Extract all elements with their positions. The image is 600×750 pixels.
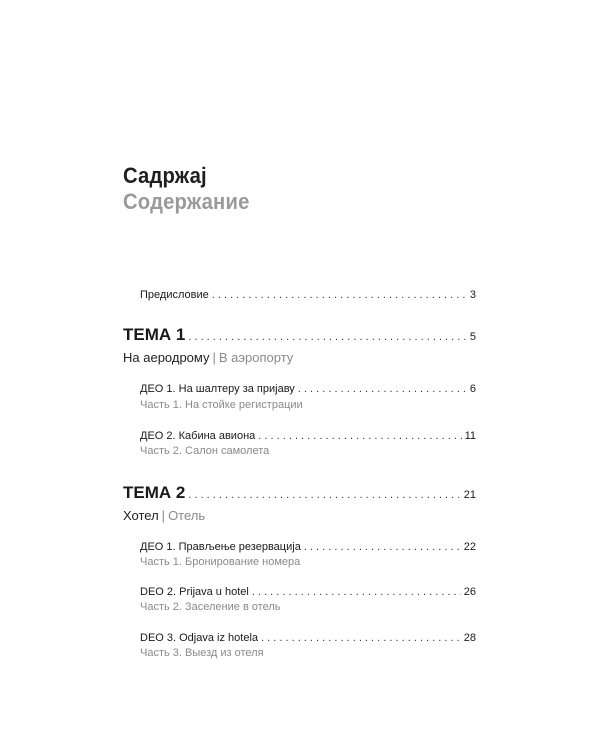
entry-label: DEO 2. Prijava u hotel xyxy=(140,586,249,598)
separator: | xyxy=(161,508,166,523)
theme-subtitle-sr: На аеродрому xyxy=(123,350,210,365)
entry-label: ДЕО 1. Прављење резервација xyxy=(140,541,301,553)
page-number: 11 xyxy=(464,430,476,442)
theme-label: ТЕМА 1 xyxy=(123,325,186,344)
entry-label: ДЕО 2. Кабина авиона xyxy=(140,430,256,442)
part-subtitle-ru: Часть 3. Выезд из отеля xyxy=(140,647,264,659)
page-number: 28 xyxy=(463,632,476,644)
page-number: 21 xyxy=(463,489,476,501)
leader-dots xyxy=(188,489,460,501)
page-number: 3 xyxy=(469,289,476,301)
leader-dots xyxy=(252,586,461,598)
entry-label: Предисловие xyxy=(140,289,209,301)
theme-subtitle xyxy=(123,508,205,523)
theme-subtitle xyxy=(123,350,293,365)
toc-entry-theme-1[interactable] xyxy=(123,325,476,345)
toc-title: Садржај xyxy=(123,163,207,188)
part-subtitle-ru: Часть 1. Бронирование номера xyxy=(140,556,301,568)
toc-entry-preface[interactable] xyxy=(140,289,476,301)
toc-title-ru: Содержание xyxy=(123,189,250,214)
separator: | xyxy=(212,350,216,365)
toc-entry-part[interactable] xyxy=(140,430,476,442)
theme-subtitle-sr: Хотел xyxy=(123,508,159,523)
toc-entry-part[interactable] xyxy=(140,541,476,553)
part-subtitle-ru: Часть 1. На стойке регистрации xyxy=(140,399,303,411)
toc-entry-part[interactable] xyxy=(140,632,476,644)
leader-dots xyxy=(258,430,461,442)
entry-label: DEO 3. Odjava iz hotela xyxy=(140,632,259,644)
leader-dots xyxy=(212,289,467,301)
page-number: 5 xyxy=(469,331,476,343)
toc-entry-part[interactable] xyxy=(140,586,476,598)
toc-entry-part[interactable] xyxy=(140,383,476,395)
leader-dots xyxy=(261,632,461,644)
part-subtitle-ru: Часть 2. Салон самолета xyxy=(140,445,270,457)
toc-entry-theme-2[interactable] xyxy=(123,483,476,503)
leader-dots xyxy=(298,383,467,395)
part-subtitle-ru: Часть 2. Заселение в отель xyxy=(140,601,281,613)
theme-subtitle-ru: Отель xyxy=(168,508,206,523)
theme-label: ТЕМА 2 xyxy=(123,483,186,502)
theme-subtitle-ru: В аэропорту xyxy=(218,350,294,365)
page-number: 26 xyxy=(463,586,476,598)
entry-label: ДЕО 1. На шалтеру за пријаву xyxy=(140,383,295,395)
page-number: 22 xyxy=(463,541,476,553)
page-number: 6 xyxy=(469,383,476,395)
leader-dots xyxy=(304,541,461,553)
leader-dots xyxy=(188,331,467,343)
